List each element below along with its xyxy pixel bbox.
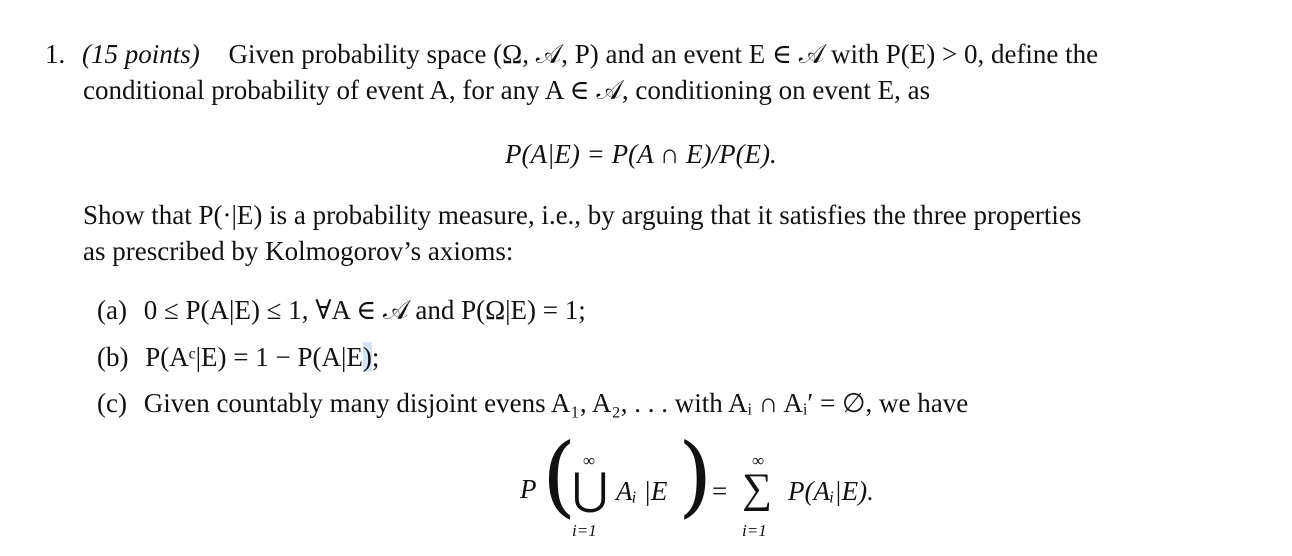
union-upper-limit: ∞ <box>583 451 596 470</box>
item-label: (a) <box>97 295 127 325</box>
problem-intro-line-2: conditional probability of event A, for any A ∈ 𝒜, conditioning on event E, as <box>83 75 931 105</box>
selection-highlight: ) <box>362 342 372 372</box>
right-paren: ) <box>678 424 713 527</box>
item-label: (b) <box>97 342 129 372</box>
countable-additivity-equation <box>520 424 940 548</box>
union-lower-limit: i=1 <box>572 521 597 540</box>
item-b <box>97 344 379 371</box>
union-body: Aᵢ |E <box>616 476 668 506</box>
sum-symbol: ∑ <box>742 466 772 512</box>
big-union-symbol: ⋃ <box>572 465 609 514</box>
problem-number: 1. <box>45 39 66 69</box>
problem-intro-1: Given probability space (Ω, 𝒜, P) and an event E ∈ 𝒜 with P(E) > 0, define the <box>228 39 1099 69</box>
item-a <box>97 297 586 324</box>
sum-upper-limit: ∞ <box>752 451 765 470</box>
problem-header-line <box>45 41 1098 68</box>
equals-sign: = <box>712 476 728 506</box>
definition-equation: P(A|E) = P(A ∩ E)/P(E). <box>505 139 777 169</box>
task-line-2: as prescribed by Kolmogorov’s axioms: <box>83 236 514 266</box>
item-text-after: ; <box>371 342 380 372</box>
item-c <box>97 390 968 417</box>
item-text: Given countably many disjoint evens A₁, A₂, . . . with Aᵢ ∩ Aᵢ′ = ∅, we have <box>143 388 969 418</box>
left-paren: ( <box>542 424 577 527</box>
lhs-P: P <box>520 474 537 504</box>
item-text: 0 ≤ P(A|E) ≤ 1, ∀A ∈ 𝒜 and P(Ω|E) = 1; <box>143 295 586 325</box>
problem-points: (15 points) <box>82 39 200 69</box>
item-text-before: P(Aᶜ|E) = 1 − P(A|E <box>145 342 363 372</box>
sum-lower-limit: i=1 <box>742 521 767 540</box>
item-label: (c) <box>97 388 127 418</box>
task-line-1: Show that P(·|E) is a probability measure, i.e., by arguing that it satisfies the three properties <box>83 200 1082 230</box>
sum-term: P(Aᵢ|E). <box>788 476 874 506</box>
